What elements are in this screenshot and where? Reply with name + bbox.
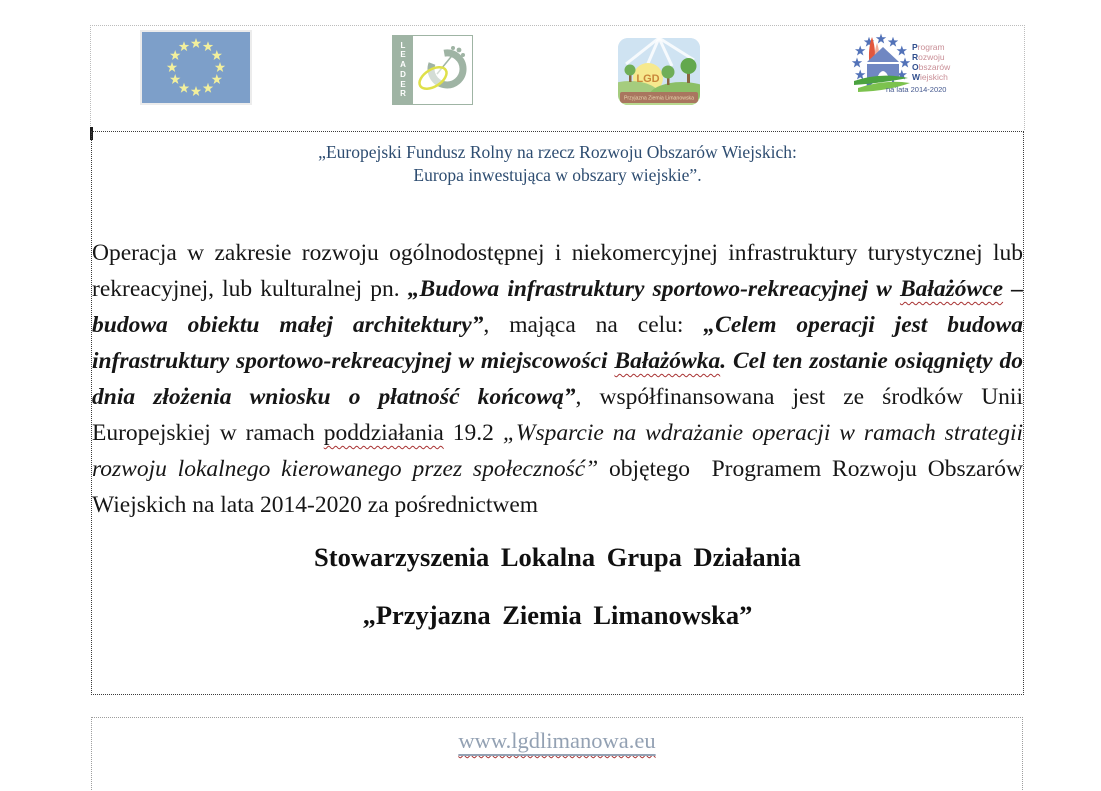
eu-flag-logo (142, 32, 250, 103)
association-heading: Stowarzyszenia Lokalna Grupa Działania (314, 542, 801, 572)
leader-logo (392, 35, 473, 105)
prow-word: Obszarów (912, 62, 951, 72)
leader-letter: R (400, 89, 406, 99)
prow-word: Rozwoju (912, 52, 945, 62)
text-run: , mająca na celu: (483, 312, 704, 338)
leader-letter: L (400, 40, 406, 50)
text-run: poddziałania (323, 420, 444, 446)
text-run: 19.2 (443, 420, 503, 446)
text-run: – budowa obiektu małej architektury” (92, 276, 1023, 338)
leader-seed-ellipse (416, 63, 450, 93)
prow-word: Program (912, 42, 945, 52)
text-run: „Wsparcie na wdrażanie operacji w ramach strategii rozwoju lokalnego kierowanego przez społeczność” (92, 420, 1024, 482)
leader-emblem (407, 36, 473, 104)
text-run: , współfinansowana jest ze środków Unii Europejskiej w ramach (92, 384, 1023, 446)
website-link[interactable]: www.lgdlimanowa.eu (458, 728, 656, 753)
lgd-logo (618, 38, 700, 105)
eu-flag-image (142, 32, 250, 103)
website-link-wrap (458, 728, 655, 754)
prow-years: na lata 2014-2020 (886, 85, 947, 94)
text-run: . Cel ten zostanie osiągnięty do dnia złożenia wniosku o płatność końcową” (92, 348, 1023, 410)
leader-letter: E (400, 79, 406, 89)
prow-logo (850, 33, 963, 99)
leader-letter: A (400, 60, 406, 70)
text-run: Operacja w zakresie rozwoju ogólnodostępnej i niekomercyjnej infrastruktury turystycznej lub rekreacyjnej, lub kulturalnej pn. (92, 240, 1023, 302)
body-paragraph (92, 235, 1023, 523)
fund-header-line1: „Europejski Fundusz Rolny na rzecz Rozwoju Obszarów Wiejskich: (318, 142, 797, 162)
lgd-label: LGD (636, 73, 660, 85)
fund-header-line2: Europa inwestująca w obszary wiejskie”. (413, 165, 702, 185)
prow-word: Wiejskich (912, 72, 948, 82)
prow-wordmark (912, 42, 950, 82)
lgd-emblem (618, 38, 700, 105)
text-run: „Celem operacji jest budowa infrastruktury sportowo-rekreacyjnej w miejscowości (92, 312, 1023, 374)
association-name-heading: „Przyjazna Ziemia Limanowska” (362, 600, 753, 630)
text-run: Bałażówka (614, 348, 721, 374)
leader-letter: D (400, 69, 406, 79)
fund-header (92, 141, 1023, 187)
content-box (91, 131, 1024, 695)
lgd-banner-label: Przyjazna Ziemia Limanowska (623, 95, 695, 102)
text-run: objętego Programem Rozwoju Obszarów Wiejskich na lata 2014-2020 za pośrednictwem (92, 456, 1023, 518)
text-run: „Budowa infrastruktury sportowo-rekreacyjnej w (407, 276, 900, 302)
text-run: Bałażówce (899, 276, 1004, 302)
footer-box (91, 717, 1023, 791)
leader-letter: E (400, 50, 406, 60)
logos-row (90, 25, 1025, 130)
